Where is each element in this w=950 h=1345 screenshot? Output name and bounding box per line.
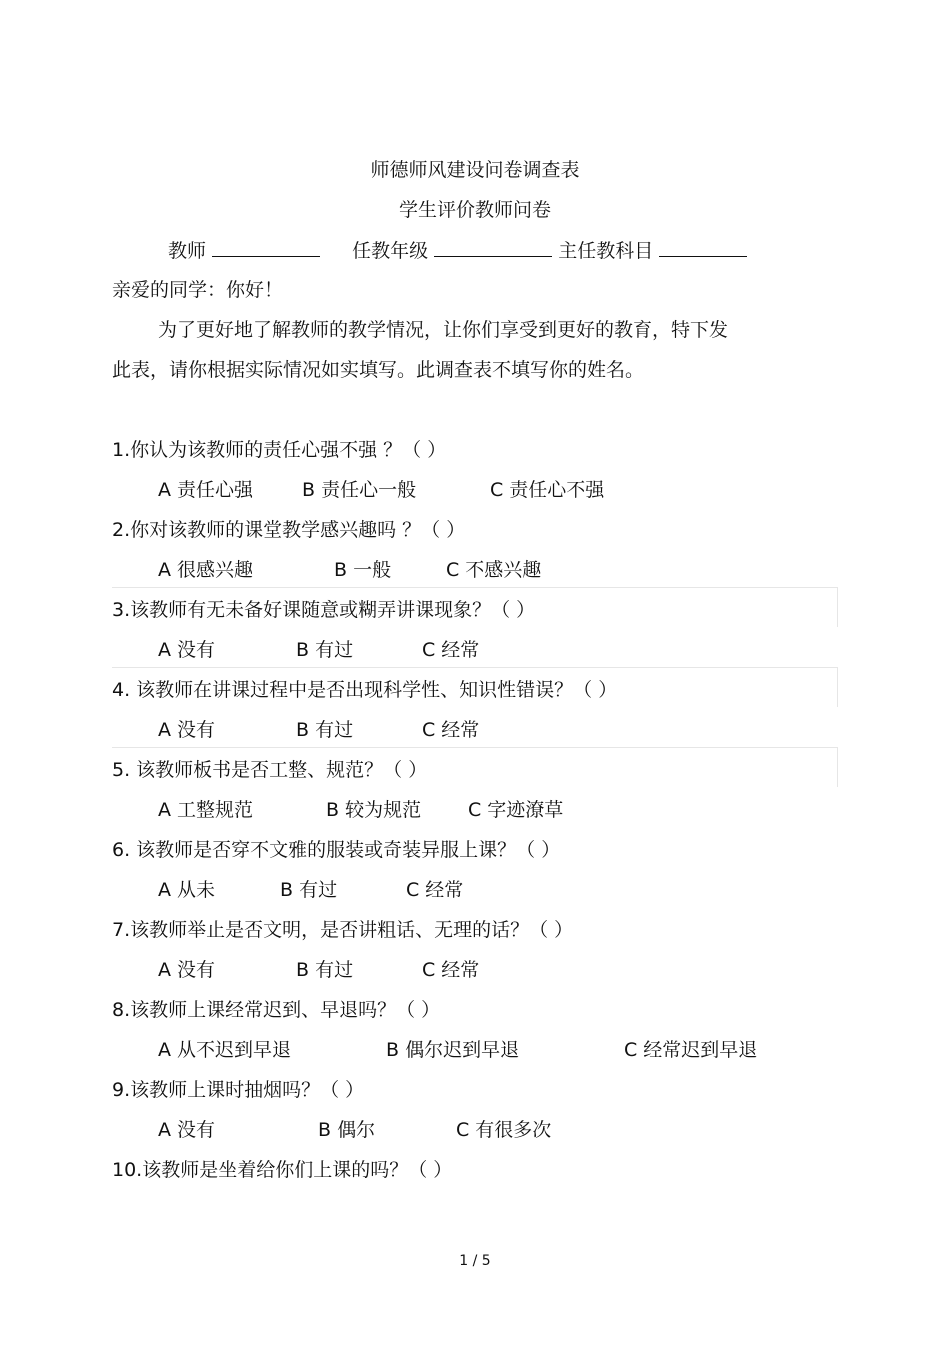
- option-b[interactable]: B 有过: [296, 959, 354, 981]
- teacher-blank[interactable]: [212, 238, 320, 257]
- question-5: 5. 该教师板书是否工整、规范？（ ）: [112, 759, 428, 781]
- option-a[interactable]: A 没有: [158, 1119, 216, 1141]
- option-c[interactable]: C 经常: [422, 959, 480, 981]
- page-subtitle: 学生评价教师问卷: [398, 199, 551, 221]
- divider: [112, 747, 838, 748]
- question-10: 10.该教师是坐着给你们上课的吗？（ ）: [112, 1159, 453, 1181]
- option-c[interactable]: C 责任心不强: [490, 479, 605, 501]
- intro-line-2: 此表，请你根据实际情况如实填写。此调查表不填写你的姓名。: [112, 359, 645, 381]
- divider: [112, 587, 838, 588]
- info-fields-row: [168, 238, 747, 263]
- question-7: 7.该教师举止是否文明，是否讲粗话、无理的话？（ ）: [112, 919, 574, 941]
- option-a[interactable]: A 责任心强: [158, 479, 254, 501]
- question-9: 9.该教师上课时抽烟吗？（ ）: [112, 1079, 365, 1101]
- page-title: 师德师风建设问卷调查表: [370, 159, 580, 181]
- option-b[interactable]: B 有过: [280, 879, 338, 901]
- option-a[interactable]: A 从不迟到早退: [158, 1039, 292, 1061]
- question-8: 8.该教师上课经常迟到、早退吗？（ ）: [112, 999, 441, 1021]
- intro-line-1: 为了更好地了解教师的教学情况，让你们享受到更好的教育，特下发: [158, 319, 729, 341]
- option-c[interactable]: C 经常: [422, 639, 480, 661]
- grade-blank[interactable]: [434, 238, 552, 257]
- option-c[interactable]: C 经常: [422, 719, 480, 741]
- question-6: 6. 该教师是否穿不文雅的服装或奇装异服上课？（ ）: [112, 839, 561, 861]
- divider: [837, 667, 838, 707]
- question-1: 1.你认为该教师的责任心强不强 ？（ ）: [112, 439, 447, 461]
- option-b[interactable]: B 有过: [296, 639, 354, 661]
- option-b[interactable]: B 责任心一般: [302, 479, 417, 501]
- option-c[interactable]: C 有很多次: [456, 1119, 552, 1141]
- divider: [112, 667, 838, 668]
- option-a[interactable]: A 没有: [158, 639, 216, 661]
- option-c[interactable]: C 字迹潦草: [468, 799, 564, 821]
- option-b[interactable]: B 较为规范: [326, 799, 422, 821]
- option-b[interactable]: B 偶尔迟到早退: [386, 1039, 520, 1061]
- option-a[interactable]: A 没有: [158, 719, 216, 741]
- divider: [837, 747, 838, 787]
- question-4: 4. 该教师在讲课过程中是否出现科学性、知识性错误？（ ）: [112, 679, 618, 701]
- option-a[interactable]: A 很感兴趣: [158, 559, 254, 581]
- question-2: 2.你对该教师的课堂教学感兴趣吗 ？（ ）: [112, 519, 466, 541]
- option-b[interactable]: B 偶尔: [318, 1119, 376, 1141]
- teacher-label: 教师: [168, 240, 207, 262]
- option-a[interactable]: A 没有: [158, 959, 216, 981]
- option-c[interactable]: C 经常: [406, 879, 464, 901]
- page-number: 1 / 5: [459, 1253, 491, 1269]
- grade-label: 任教年级: [352, 240, 429, 262]
- option-a[interactable]: A 从未: [158, 879, 216, 901]
- option-b[interactable]: B 一般: [334, 559, 392, 581]
- subject-label: 主任教科目: [558, 240, 654, 262]
- question-3: 3.该教师有无未备好课随意或糊弄讲课现象？（ ）: [112, 599, 536, 621]
- option-b[interactable]: B 有过: [296, 719, 354, 741]
- greeting: 亲爱的同学：你好！: [112, 279, 284, 301]
- divider: [837, 587, 838, 627]
- option-c[interactable]: C 经常迟到早退: [624, 1039, 758, 1061]
- subject-blank[interactable]: [659, 238, 747, 257]
- option-a[interactable]: A 工整规范: [158, 799, 254, 821]
- option-c[interactable]: C 不感兴趣: [446, 559, 542, 581]
